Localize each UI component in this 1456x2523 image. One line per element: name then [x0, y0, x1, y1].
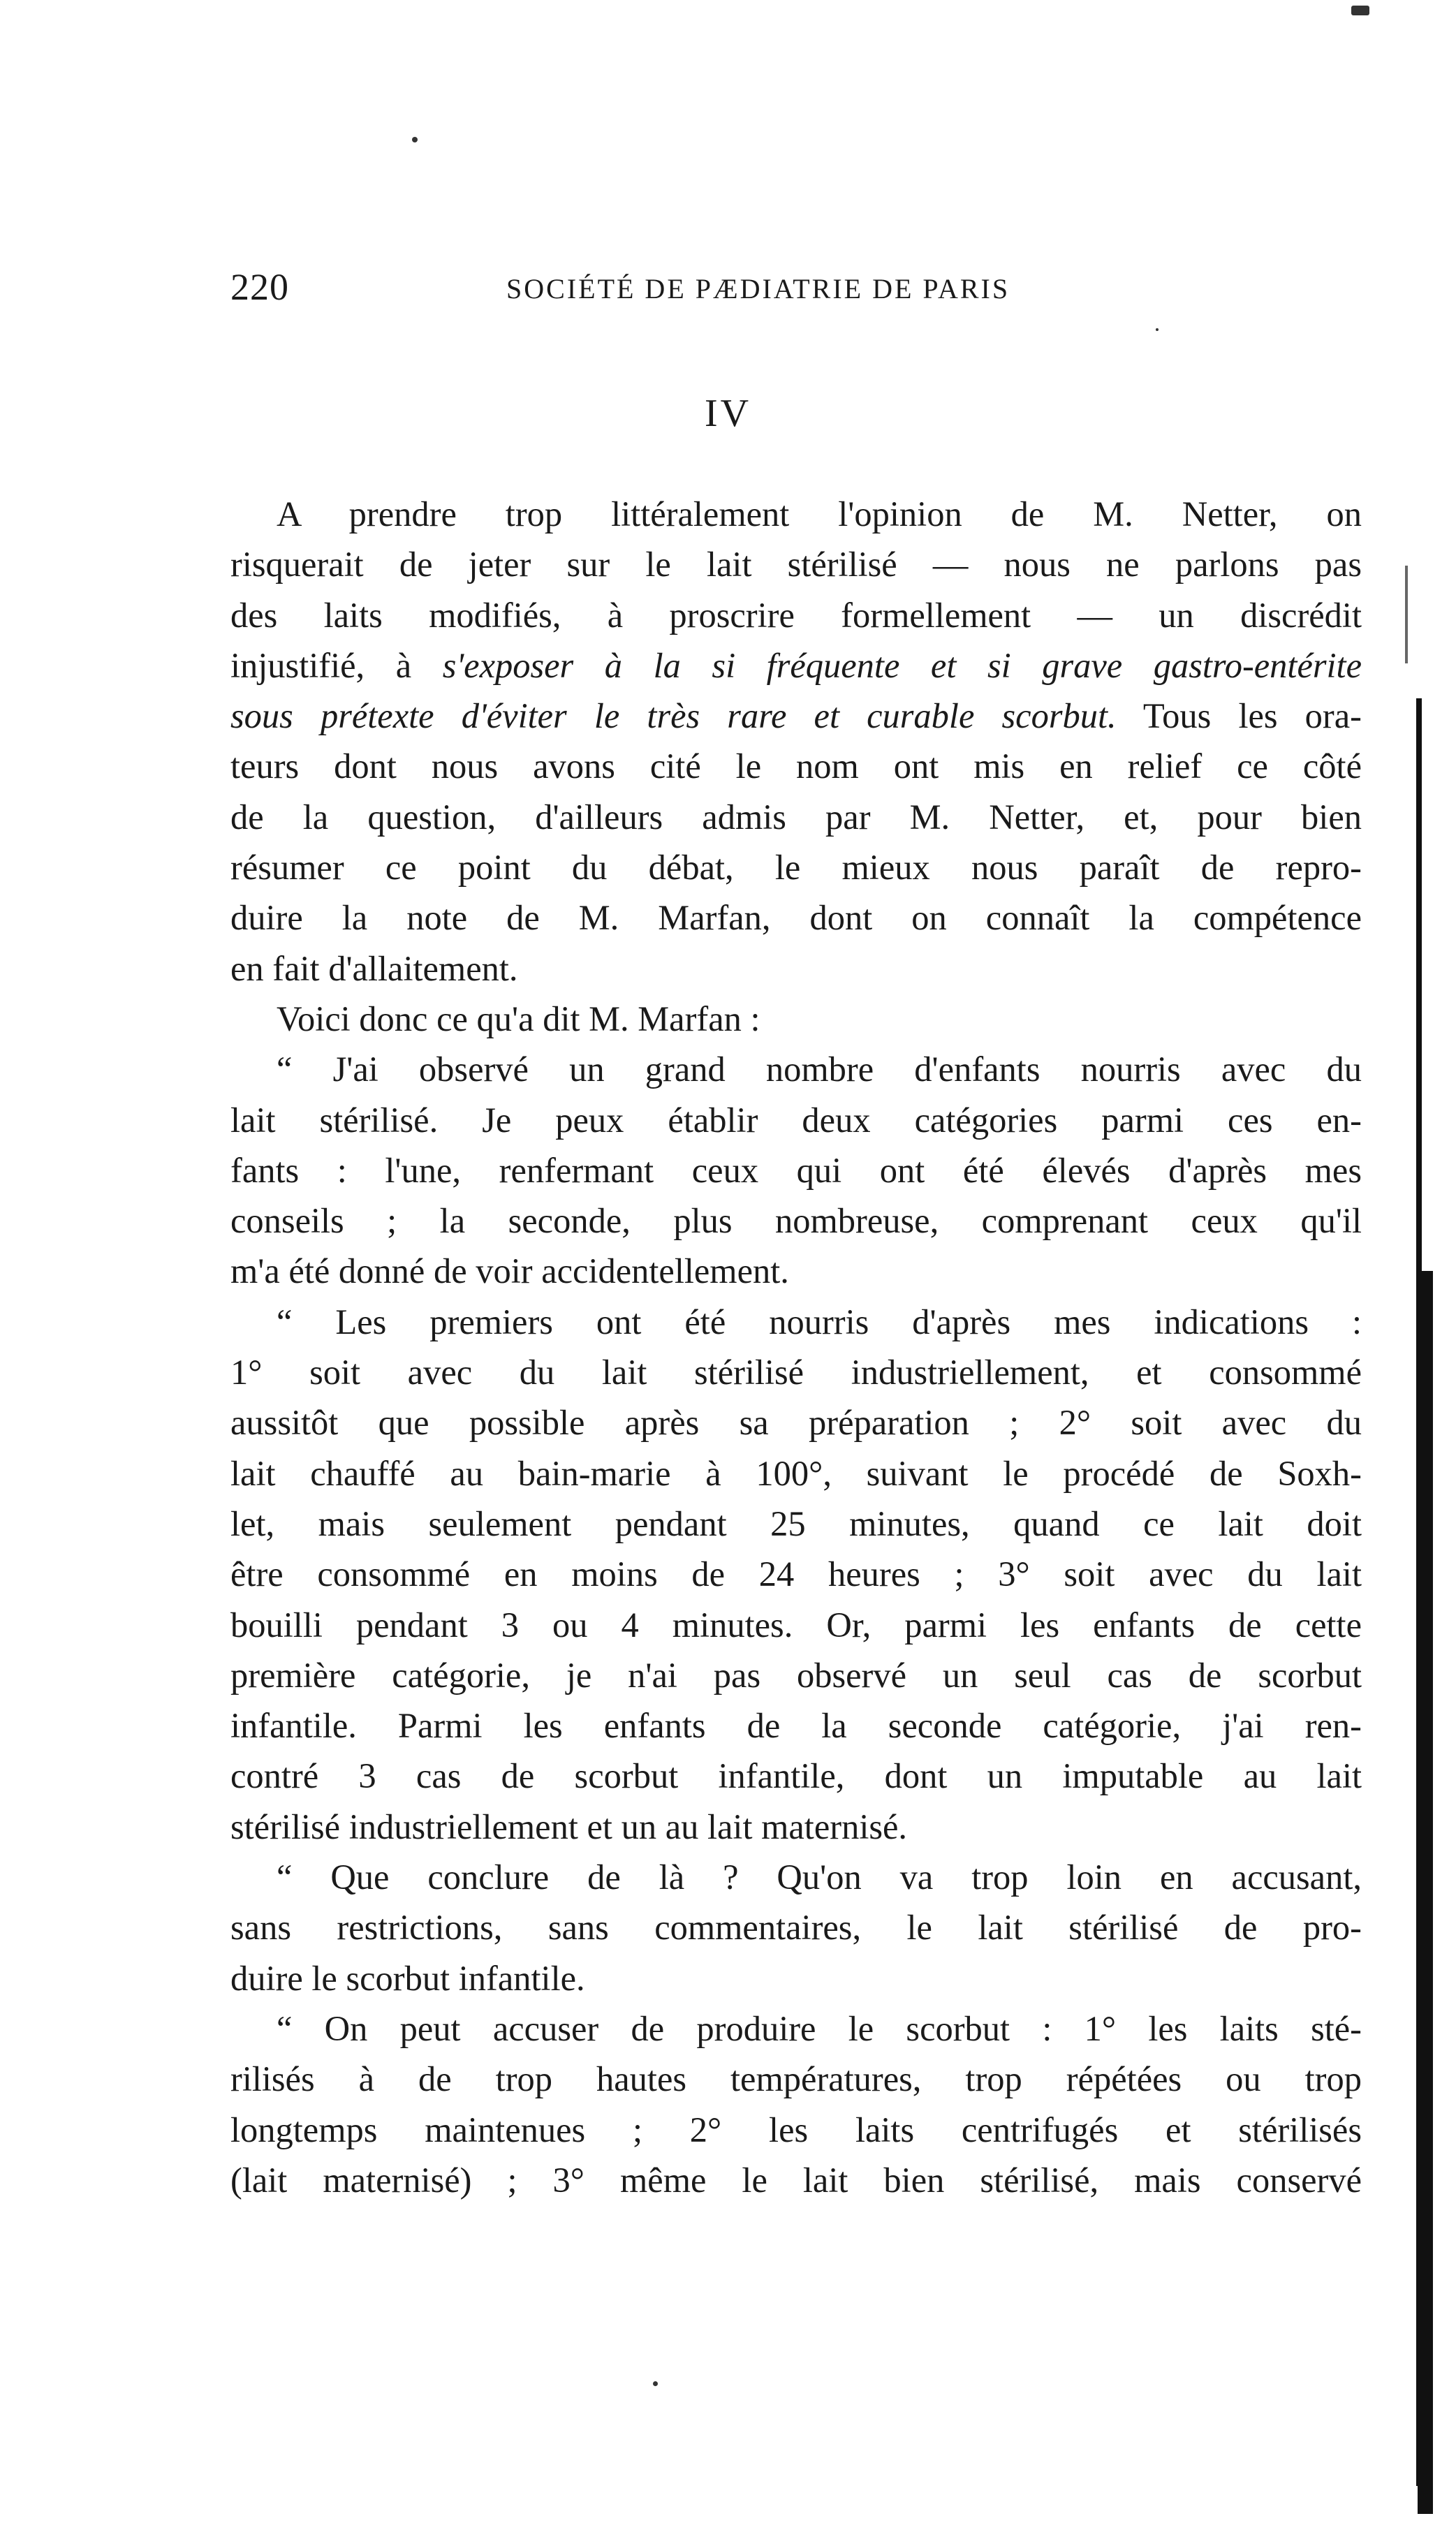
paragraph-1 — [230, 489, 1362, 994]
paragraph-3 — [230, 1044, 1362, 1296]
text-line: conseils ; la seconde, plus nombreuse, comprenant ceux qu'il — [230, 1201, 1362, 1241]
text-line: lait stérilisé. Je peux établir deux catégories parmi ces en- — [230, 1100, 1362, 1140]
page-number: 220 — [230, 266, 289, 308]
text-segment: Tous les ora- — [1116, 696, 1362, 736]
text-line: teurs dont nous avons cité le nom ont mis en relief ce côté — [230, 746, 1362, 786]
running-title: SOCIÉTÉ DE PÆDIATRIE DE PARIS — [506, 273, 1010, 304]
paragraph-5 — [230, 1852, 1362, 2003]
text-line: “ Les premiers ont été nourris d'après mes indications : — [277, 1302, 1362, 1341]
scan-margin-mark — [1405, 566, 1408, 663]
text-line: duire la note de M. Marfan, dont on connaît la compétence — [230, 898, 1362, 938]
text-line: première catégorie, je n'ai pas observé un seul cas de scorbut — [230, 1655, 1362, 1695]
scan-speck — [412, 137, 418, 142]
scan-speck — [653, 2381, 658, 2386]
text-line: 1° soit avec du lait stérilisé industriellement, et consommé — [230, 1353, 1362, 1392]
text-line: lait chauffé au bain-marie à 100°, suivant le procédé de Soxh- — [230, 1453, 1362, 1493]
italic-phrase: sous prétexte d'éviter le très rare et curable scorbut. — [230, 696, 1117, 736]
text-line: contré 3 cas de scorbut infantile, dont un imputable au lait — [230, 1756, 1362, 1796]
text-line: let, mais seulement pendant 25 minutes, quand ce lait doit — [230, 1503, 1362, 1543]
text-line: sans restrictions, sans commentaires, le lait stérilisé de pro- — [230, 1908, 1362, 1948]
text-line: risquerait de jeter sur le lait stérilisé — nous ne parlons pas — [230, 545, 1362, 584]
text-line — [230, 691, 1362, 741]
text-line: (lait maternisé) ; 3° même le lait bien stérilisé, mais conservé — [230, 2160, 1362, 2200]
paragraph-2 — [230, 994, 1362, 1044]
scan-margin-shadow-dark — [1418, 1271, 1433, 2514]
text-line: de la question, d'ailleurs admis par M. Netter, et, pour bien — [230, 797, 1362, 837]
text-line: résumer ce point du débat, le mieux nous paraît de repro- — [230, 848, 1362, 888]
page-header — [230, 265, 1362, 314]
scan-speck — [1351, 6, 1369, 15]
text-line: aussitôt que possible après sa préparation ; 2° soit avec du — [230, 1403, 1362, 1443]
text-line: fants : l'une, renfermant ceux qui ont été élevés d'après mes — [230, 1150, 1362, 1190]
scan-speck — [1156, 328, 1159, 331]
section-number: IV — [704, 392, 752, 435]
text-line: rilisés à de trop hautes températures, trop répétées ou trop — [230, 2059, 1362, 2099]
text-line: infantile. Parmi les enfants de la seconde catégorie, j'ai ren- — [230, 1706, 1362, 1746]
italic-phrase: s'exposer à la si fréquente et si grave gastro-entérite — [442, 645, 1362, 685]
paragraph-6 — [230, 2003, 1362, 2205]
text-line: Voici donc ce qu'a dit M. Marfan : — [277, 999, 760, 1038]
text-line: m'a été donné de voir accidentellement. — [230, 1251, 789, 1291]
text-line: être consommé en moins de 24 heures ; 3° soit avec du lait — [230, 1554, 1362, 1594]
paragraph-4 — [230, 1297, 1362, 1852]
text-line: “ On peut accuser de produire le scorbut : 1° les laits sté- — [277, 2008, 1362, 2048]
text-line: des laits modifiés, à proscrire formellement — un discrédit — [230, 595, 1362, 635]
text-line: “ J'ai observé un grand nombre d'enfants nourris avec du — [277, 1050, 1362, 1089]
body-text — [230, 489, 1362, 2205]
text-line: A prendre trop littéralement l'opinion de M. Netter, on — [277, 494, 1362, 534]
text-segment: injustifié, à — [230, 645, 443, 685]
text-line: “ Que conclure de là ? Qu'on va trop loin en accusant, — [277, 1858, 1362, 1897]
text-line: duire le scorbut infantile. — [230, 1958, 585, 1998]
text-line: longtemps maintenues ; 2° les laits centrifugés et stérilisés — [230, 2110, 1362, 2149]
text-line: bouilli pendant 3 ou 4 minutes. Or, parmi les enfants de cette — [230, 1605, 1362, 1645]
text-line: en fait d'allaitement. — [230, 948, 518, 988]
text-line — [230, 640, 1362, 691]
text-line: stérilisé industriellement et un au lait maternisé. — [230, 1807, 908, 1846]
